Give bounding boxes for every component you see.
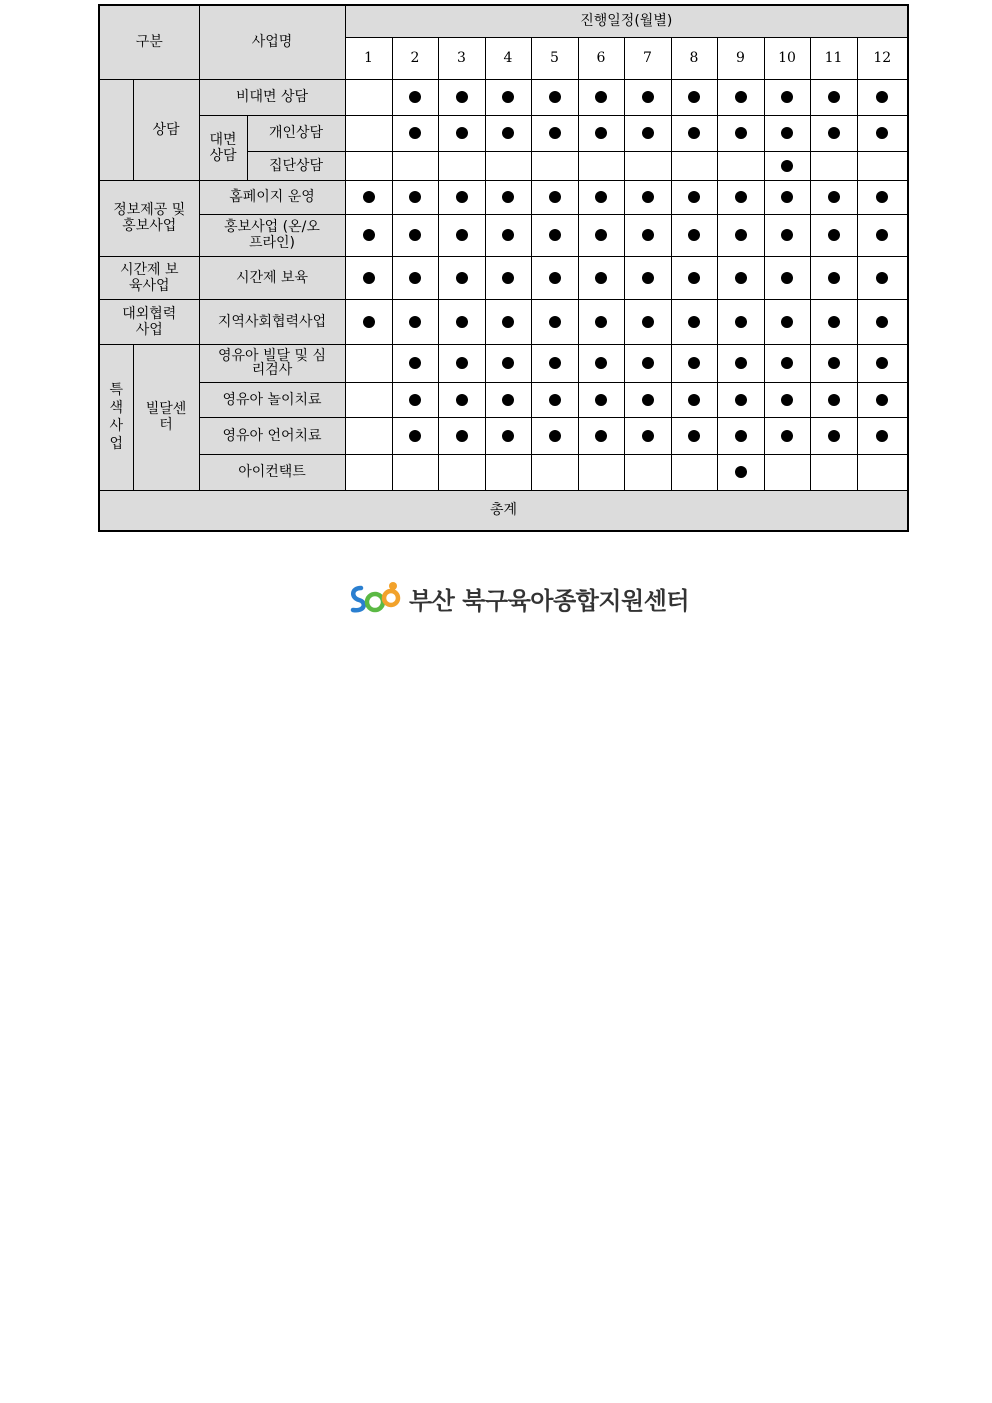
schedule-cell (392, 382, 438, 417)
schedule-dot (735, 466, 747, 478)
schedule-dot (688, 91, 700, 103)
schedule-cell (485, 344, 531, 382)
group-external-label: 대외협력 사업 (122, 305, 177, 338)
group-dev-center-label: 빌달센터 (145, 401, 187, 433)
schedule-dot (502, 91, 514, 103)
schedule-cell (531, 299, 578, 344)
schedule-dot (781, 430, 793, 442)
schedule-cell (345, 151, 392, 180)
schedule-dot (456, 229, 468, 241)
schedule-dot (595, 430, 607, 442)
schedule-cell (485, 417, 531, 454)
schedule-dot (363, 191, 375, 203)
schedule-cell (671, 299, 717, 344)
schedule-cell (578, 79, 624, 115)
schedule-dot (409, 394, 421, 406)
project-name: 개인상담 (247, 115, 345, 151)
schedule-cell (810, 382, 857, 417)
schedule-cell (438, 382, 485, 417)
schedule-dot (642, 191, 654, 203)
table-row (99, 299, 908, 344)
schedule-cell (671, 417, 717, 454)
project-name: 비대면 상담 (199, 79, 345, 115)
schedule-cell (392, 299, 438, 344)
schedule-cell (857, 417, 908, 454)
schedule-cell (717, 344, 764, 382)
table-row (99, 115, 908, 151)
month-header: 1 (345, 37, 392, 79)
schedule-dot (409, 91, 421, 103)
schedule-cell (717, 79, 764, 115)
schedule-dot (595, 191, 607, 203)
schedule-cell (438, 180, 485, 214)
schedule-dot (876, 229, 888, 241)
schedule-cell (624, 256, 671, 299)
schedule-cell (485, 299, 531, 344)
schedule-cell (764, 299, 810, 344)
month-header: 11 (810, 37, 857, 79)
schedule-cell (717, 382, 764, 417)
group-dev-center (133, 344, 199, 490)
schedule-cell (857, 180, 908, 214)
project-name (199, 214, 345, 256)
schedule-dot (735, 91, 747, 103)
project-name (199, 344, 345, 382)
schedule-cell (578, 454, 624, 490)
schedule-dot (363, 272, 375, 284)
table-row (99, 256, 908, 299)
schedule-cell (392, 180, 438, 214)
schedule-cell (531, 115, 578, 151)
project-name-label: 홍보사업 (온/오프라인) (224, 219, 320, 251)
schedule-cell (438, 115, 485, 151)
schedule-dot (642, 272, 654, 284)
schedule-cell (624, 454, 671, 490)
schedule-dot (876, 191, 888, 203)
schedule-cell (578, 299, 624, 344)
group-info-label: 정보제공 및 홍보사업 (113, 202, 186, 234)
schedule-dot (502, 316, 514, 328)
schedule-dot (502, 394, 514, 406)
schedule-dot (549, 357, 561, 369)
schedule-dot (876, 272, 888, 284)
schedule-cell (764, 79, 810, 115)
schedule-cell (531, 454, 578, 490)
schedule-cell (485, 115, 531, 151)
schedule-cell (531, 79, 578, 115)
schedule-cell (810, 214, 857, 256)
schedule-dot (735, 272, 747, 284)
schedule-cell (345, 256, 392, 299)
month-header: 4 (485, 37, 531, 79)
schedule-dot (781, 394, 793, 406)
month-header: 10 (764, 37, 810, 79)
table-row (99, 214, 908, 256)
schedule-cell (810, 115, 857, 151)
schedule-cell (345, 79, 392, 115)
schedule-dot (735, 316, 747, 328)
schedule-cell (671, 79, 717, 115)
header-category: 구분 (99, 5, 199, 79)
table-row (99, 79, 908, 115)
schedule-cell (345, 417, 392, 454)
schedule-cell (578, 344, 624, 382)
schedule-dot (502, 191, 514, 203)
schedule-dot (642, 229, 654, 241)
schedule-cell (764, 214, 810, 256)
schedule-dot (642, 430, 654, 442)
schedule-dot (456, 272, 468, 284)
schedule-dot (549, 229, 561, 241)
schedule-dot (549, 272, 561, 284)
schedule-dot (688, 229, 700, 241)
schedule-dot (642, 91, 654, 103)
group-special (99, 344, 133, 490)
schedule-cell (717, 256, 764, 299)
schedule-cell (764, 344, 810, 382)
month-header: 2 (392, 37, 438, 79)
schedule-cell (717, 299, 764, 344)
schedule-dot (409, 357, 421, 369)
schedule-table (98, 4, 909, 532)
schedule-dot (456, 91, 468, 103)
schedule-cell (717, 151, 764, 180)
schedule-cell (392, 79, 438, 115)
project-name: 영유아 놀이치료 (199, 382, 345, 417)
table-row (99, 454, 908, 490)
schedule-cell (438, 299, 485, 344)
month-header: 7 (624, 37, 671, 79)
group-info (99, 180, 199, 256)
schedule-cell (624, 115, 671, 151)
schedule-cell (438, 79, 485, 115)
schedule-dot (828, 272, 840, 284)
schedule-dot (781, 191, 793, 203)
schedule-cell (578, 417, 624, 454)
header-schedule: 진행일정(월별) (345, 5, 908, 37)
month-header: 6 (578, 37, 624, 79)
schedule-cell (671, 382, 717, 417)
schedule-cell (578, 256, 624, 299)
schedule-dot (688, 430, 700, 442)
schedule-cell (671, 115, 717, 151)
schedule-cell (764, 454, 810, 490)
schedule-dot (828, 316, 840, 328)
schedule-cell (392, 344, 438, 382)
group-parttime-label: 시간제 보육사업 (119, 261, 179, 294)
schedule-dot (876, 394, 888, 406)
schedule-dot (642, 394, 654, 406)
group-counseling-outer (99, 79, 133, 180)
schedule-cell (857, 382, 908, 417)
schedule-cell (531, 214, 578, 256)
schedule-dot (828, 91, 840, 103)
schedule-dot (828, 191, 840, 203)
schedule-dot (688, 191, 700, 203)
schedule-dot (549, 316, 561, 328)
schedule-cell (531, 417, 578, 454)
schedule-cell (485, 454, 531, 490)
schedule-dot (781, 91, 793, 103)
schedule-cell (857, 214, 908, 256)
schedule-dot (735, 229, 747, 241)
schedule-cell (392, 115, 438, 151)
logo-text: 부산 북구육아종합지원센터 (409, 586, 690, 615)
schedule-dot (876, 127, 888, 139)
schedule-cell (717, 417, 764, 454)
group-parttime (99, 256, 199, 299)
schedule-dot (828, 357, 840, 369)
schedule-cell (857, 344, 908, 382)
table-row (99, 417, 908, 454)
schedule-dot (409, 316, 421, 328)
schedule-dot (781, 160, 793, 172)
schedule-cell (810, 299, 857, 344)
schedule-dot (549, 430, 561, 442)
schedule-cell (531, 180, 578, 214)
month-header: 12 (857, 37, 908, 79)
schedule-cell (624, 214, 671, 256)
schedule-cell (624, 299, 671, 344)
schedule-dot (735, 430, 747, 442)
schedule-dot (688, 127, 700, 139)
schedule-cell (485, 79, 531, 115)
schedule-dot (502, 272, 514, 284)
schedule-cell (392, 214, 438, 256)
schedule-cell (485, 214, 531, 256)
schedule-dot (502, 229, 514, 241)
month-header: 8 (671, 37, 717, 79)
table-row (99, 344, 908, 382)
schedule-cell (717, 180, 764, 214)
group-special-label: 특색사업 (109, 382, 124, 452)
schedule-dot (642, 316, 654, 328)
schedule-dot (456, 430, 468, 442)
schedule-dot (363, 316, 375, 328)
schedule-cell (717, 214, 764, 256)
project-name: 지역사회협력사업 (199, 299, 345, 344)
schedule-dot (456, 127, 468, 139)
schedule-dot (363, 229, 375, 241)
header-project-name: 사업명 (199, 5, 345, 79)
schedule-dot (876, 430, 888, 442)
table-row (99, 382, 908, 417)
project-name: 영유아 언어치료 (199, 417, 345, 454)
project-name: 시간제 보육 (199, 256, 345, 299)
schedule-cell (671, 151, 717, 180)
schedule-dot (502, 357, 514, 369)
schedule-dot (409, 430, 421, 442)
schedule-dot (595, 316, 607, 328)
schedule-cell (857, 151, 908, 180)
schedule-cell (392, 454, 438, 490)
schedule-cell (857, 115, 908, 151)
schedule-cell (857, 299, 908, 344)
group-face-to-face (199, 115, 247, 180)
schedule-dot (409, 229, 421, 241)
schedule-cell (578, 180, 624, 214)
schedule-dot (781, 127, 793, 139)
schedule-cell (810, 180, 857, 214)
schedule-cell (671, 180, 717, 214)
schedule-cell (578, 115, 624, 151)
logo-mark-icon (347, 578, 403, 618)
schedule-dot (595, 272, 607, 284)
schedule-dot (456, 316, 468, 328)
schedule-dot (688, 316, 700, 328)
schedule-cell (438, 151, 485, 180)
schedule-cell (485, 256, 531, 299)
schedule-dot (456, 191, 468, 203)
schedule-cell (717, 454, 764, 490)
schedule-dot (781, 357, 793, 369)
schedule-dot (876, 91, 888, 103)
schedule-cell (764, 417, 810, 454)
schedule-cell (485, 180, 531, 214)
schedule-cell (624, 417, 671, 454)
schedule-cell (531, 344, 578, 382)
schedule-dot (876, 316, 888, 328)
group-face-to-face-label: 대면상담 (209, 131, 237, 164)
schedule-cell (531, 382, 578, 417)
schedule-cell (485, 151, 531, 180)
schedule-dot (456, 357, 468, 369)
schedule-cell (531, 256, 578, 299)
schedule-cell (764, 256, 810, 299)
schedule-dot (549, 191, 561, 203)
schedule-dot (642, 357, 654, 369)
schedule-cell (624, 344, 671, 382)
month-header: 9 (717, 37, 764, 79)
schedule-cell (345, 454, 392, 490)
month-header: 3 (438, 37, 485, 79)
schedule-cell (438, 454, 485, 490)
total-row (99, 490, 908, 531)
schedule-dot (502, 430, 514, 442)
total-label: 총계 (99, 490, 908, 531)
schedule-dot (595, 229, 607, 241)
schedule-dot (409, 127, 421, 139)
schedule-dot (595, 394, 607, 406)
schedule-dot (595, 357, 607, 369)
schedule-cell (345, 299, 392, 344)
schedule-cell (857, 256, 908, 299)
schedule-dot (828, 394, 840, 406)
schedule-cell (857, 454, 908, 490)
group-counseling: 상담 (133, 79, 199, 180)
schedule-cell (485, 382, 531, 417)
project-name-label: 영유아 빌달 및 심리검사 (217, 347, 327, 378)
schedule-cell (392, 256, 438, 299)
schedule-dot (549, 91, 561, 103)
group-external (99, 299, 199, 344)
table-row (99, 180, 908, 214)
schedule-cell (624, 151, 671, 180)
schedule-dot (781, 272, 793, 284)
organization-logo (347, 578, 689, 618)
schedule-dot (828, 430, 840, 442)
schedule-cell (624, 79, 671, 115)
schedule-cell (764, 115, 810, 151)
schedule-cell (857, 79, 908, 115)
schedule-cell (810, 344, 857, 382)
schedule-dot (549, 127, 561, 139)
schedule-cell (531, 151, 578, 180)
schedule-cell (810, 417, 857, 454)
schedule-dot (735, 394, 747, 406)
schedule-dot (735, 357, 747, 369)
schedule-cell (345, 214, 392, 256)
schedule-dot (456, 394, 468, 406)
schedule-cell (717, 115, 764, 151)
schedule-cell (810, 79, 857, 115)
schedule-dot (828, 229, 840, 241)
schedule-cell (345, 115, 392, 151)
schedule-cell (578, 151, 624, 180)
schedule-dot (735, 127, 747, 139)
schedule-cell (671, 214, 717, 256)
schedule-cell (345, 344, 392, 382)
schedule-dot (688, 394, 700, 406)
schedule-cell (624, 382, 671, 417)
schedule-cell (624, 180, 671, 214)
project-name: 홈페이지 운영 (199, 180, 345, 214)
schedule-dot (595, 127, 607, 139)
schedule-cell (438, 344, 485, 382)
schedule-cell (810, 256, 857, 299)
schedule-cell (578, 382, 624, 417)
schedule-dot (781, 229, 793, 241)
schedule-dot (876, 357, 888, 369)
schedule-cell (345, 180, 392, 214)
schedule-dot (735, 191, 747, 203)
schedule-cell (810, 151, 857, 180)
schedule-cell (392, 417, 438, 454)
project-name: 집단상담 (247, 151, 345, 180)
schedule-dot (409, 191, 421, 203)
schedule-cell (578, 214, 624, 256)
schedule-cell (671, 454, 717, 490)
schedule-cell (671, 344, 717, 382)
schedule-cell (671, 256, 717, 299)
schedule-dot (502, 127, 514, 139)
schedule-cell (764, 151, 810, 180)
schedule-dot (688, 272, 700, 284)
schedule-cell (438, 256, 485, 299)
schedule-cell (764, 180, 810, 214)
schedule-dot (828, 127, 840, 139)
schedule-dot (595, 91, 607, 103)
schedule-cell (764, 382, 810, 417)
schedule-cell (810, 454, 857, 490)
schedule-dot (642, 127, 654, 139)
project-name: 아이컨택트 (199, 454, 345, 490)
schedule-cell (345, 382, 392, 417)
schedule-dot (781, 316, 793, 328)
schedule-cell (392, 151, 438, 180)
schedule-dot (409, 272, 421, 284)
schedule-cell (438, 214, 485, 256)
month-header: 5 (531, 37, 578, 79)
schedule-dot (688, 357, 700, 369)
schedule-dot (549, 394, 561, 406)
schedule-cell (438, 417, 485, 454)
